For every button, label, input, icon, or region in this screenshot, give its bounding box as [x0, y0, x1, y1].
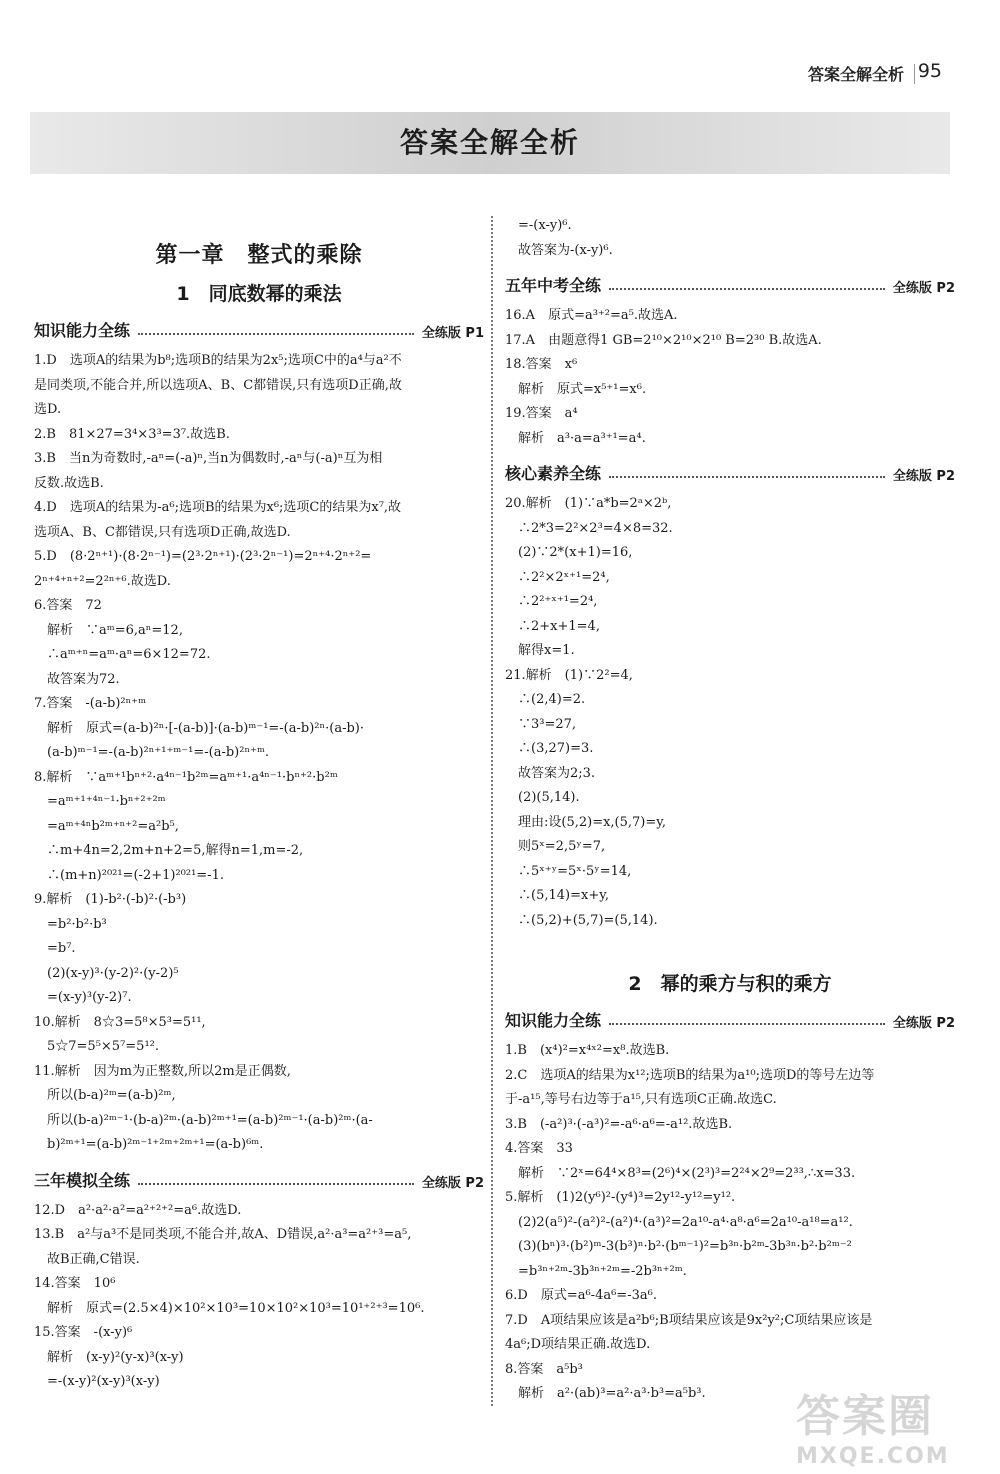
- answer-line: 5.D (8·2ⁿ⁺¹)·(8·2ⁿ⁻¹)=(2³·2ⁿ⁺¹)·(2³·2ⁿ⁻¹)=2ⁿ⁺⁴·2ⁿ⁺²=: [34, 549, 372, 564]
- page-number: 95: [917, 60, 942, 82]
- answer-line: 解析 ∵aᵐ=6,aⁿ=12,: [34, 622, 183, 638]
- answer-line: 6.答案 72: [34, 598, 102, 613]
- answer-line: 理由:设(5,2)=x,(5,7)=y,: [505, 814, 667, 830]
- answer-line: ∴2²⁺ˣ⁺¹=2⁴,: [505, 594, 598, 609]
- answer-line: 选D.: [34, 402, 62, 417]
- answer-line: 1.D 选项A的结果为b⁸;选项B的结果为2x⁵;选项C中的a⁴与a²不: [34, 353, 402, 368]
- answer-list: [505, 492, 955, 933]
- answer-line: (2)(x-y)³·(y-2)²·(y-2)⁵: [34, 965, 179, 981]
- answer-line: 于-a¹⁵,等号右边等于a¹⁵,只有选项C正确.故选C.: [505, 1092, 777, 1107]
- answer-line: 3.B (-a²)³·(-a³)²=-a⁶·a⁶=-a¹².故选B.: [505, 1116, 733, 1132]
- dotted-leader: [138, 1183, 414, 1185]
- answer-line: ∴(5,14)=x+y,: [505, 888, 609, 903]
- dotted-leader: [609, 1023, 885, 1025]
- answer-line: 16.A 原式=a³⁺²=a⁵.故选A.: [505, 308, 678, 323]
- answer-line: 8.解析 ∵aᵐ⁺¹bⁿ⁺²·a⁴ⁿ⁻¹b²ᵐ=aᵐ⁺¹·a⁴ⁿ⁻¹·bⁿ⁺²·b²ᵐ: [34, 769, 338, 785]
- answer-line: 是同类项,不能合并,所以选项A、B、C都错误,只有选项D正确,故: [34, 377, 402, 393]
- watermark-text: 答案圈: [796, 1391, 934, 1442]
- answer-line: 解析 ∵2ˣ=64⁴×8³=(2⁶)⁴×(2³)³=2²⁴×2⁹=2³³,∴x=33.: [505, 1165, 856, 1181]
- section-title-2: 2 幂的乘方与积的乘方: [628, 973, 832, 995]
- answer-line: b)²ᵐ⁺¹=(a-b)²ᵐ⁻¹⁺²ᵐ⁺²ᵐ⁺¹=(a-b)⁶ᵐ.: [34, 1137, 264, 1152]
- header-title: 答案全解全析: [807, 65, 904, 84]
- answer-line: (2)(5,14).: [505, 790, 580, 805]
- answer-line: 解析 原式=(a-b)²ⁿ·[-(a-b)]·(a-b)ᵐ⁻¹=-(a-b)²ⁿ·(a-b)·: [34, 720, 365, 736]
- answer-line: ∴2+x+1=4,: [505, 618, 600, 634]
- answer-list: [34, 1199, 484, 1395]
- answer-line: 10.解析 8☆3=5⁸×5³=5¹¹,: [34, 1014, 206, 1030]
- right-column: [505, 214, 955, 1407]
- section-header-exam: [505, 273, 955, 296]
- answer-line: 2.C 选项A的结果为x¹²;选项B的结果为a¹⁰;选项D的等号左边等: [505, 1067, 875, 1083]
- answer-line: 12.D a²·a²·a²=a²⁺²⁺²=a⁶.故选D.: [34, 1202, 242, 1218]
- section-ref: 全练版 P1: [421, 326, 484, 341]
- answer-line: =b⁷.: [34, 941, 76, 956]
- answer-line: (2)2(a⁵)²-(a²)²-(a²)⁴·(a³)²=2a¹⁰-a⁴·a⁸·a⁶=2a¹⁰-a¹⁸=a¹².: [505, 1214, 853, 1230]
- answer-line: ∵3³=27,: [505, 716, 577, 732]
- answer-line: 11.解析 因为m为正整数,所以2m是正偶数,: [34, 1063, 291, 1079]
- answer-line: =aᵐ⁺⁴ⁿb²ᵐ⁺ⁿ⁺²=a²b⁵,: [34, 818, 179, 834]
- answer-line: 7.答案 -(a-b)²ⁿ⁺ᵐ: [34, 696, 147, 711]
- answer-line: ∴(m+n)²⁰²¹=(-2+1)²⁰²¹=-1.: [34, 867, 224, 883]
- answer-line: 6.D 原式=a⁶-4a⁶=-3a⁶.: [505, 1288, 657, 1303]
- answer-line: 14.答案 10⁶: [34, 1276, 116, 1291]
- answer-line: ∴(5,2)+(5,7)=(5,14).: [505, 912, 658, 928]
- answer-line: 解得x=1.: [505, 643, 575, 658]
- answer-line: 反数.故选B.: [34, 475, 104, 491]
- answer-line: 8.答案 a⁵b³: [505, 1361, 583, 1377]
- answer-line: 19.答案 a⁴: [505, 406, 578, 421]
- dotted-leader: [138, 333, 414, 335]
- answer-line: 20.解析 (1)∵a*b=2ᵃ×2ᵇ,: [505, 496, 672, 511]
- answer-line: 故B正确,C错误.: [34, 1251, 140, 1267]
- answer-line: 故答案为72.: [34, 671, 120, 687]
- watermark-url: MXQE.COM: [796, 1444, 950, 1469]
- dotted-leader: [609, 476, 885, 478]
- answer-line: ∴2²×2ˣ⁺¹=2⁴,: [505, 569, 610, 585]
- section-name: 知识能力全练: [34, 321, 131, 340]
- answer-line: 解析 a³·a=a³⁺¹=a⁴.: [505, 430, 646, 446]
- answer-line: =-(x-y)²(x-y)³(x-y): [34, 1374, 160, 1389]
- answer-line: 15.答案 -(x-y)⁶: [34, 1325, 133, 1340]
- banner-title: 答案全解全析: [399, 126, 580, 159]
- answer-line: 3.B 当n为奇数时,-aⁿ=(-a)ⁿ,当n为偶数时,-aⁿ与(-a)ⁿ互为相: [34, 451, 383, 466]
- answer-list: [505, 1039, 955, 1407]
- answer-line: 所以(b-a)²ᵐ=(a-b)²ᵐ,: [34, 1088, 176, 1103]
- section-header-mock: [34, 1168, 484, 1191]
- answer-line: (2)∵2*(x+1)=16,: [505, 545, 633, 560]
- answer-line: =-(x-y)⁶.: [505, 218, 572, 233]
- chapter-title: 第一章 整式的乘除: [155, 243, 363, 268]
- section-name: 三年模拟全练: [34, 1170, 131, 1190]
- answer-line: 故答案为-(x-y)⁶.: [505, 242, 613, 258]
- answer-line: 解析 原式=(2.5×4)×10²×10³=10×10²×10³=10¹⁺²⁺³=10⁶.: [34, 1300, 425, 1316]
- answer-line: 故答案为2;3.: [505, 765, 596, 781]
- column-divider: [491, 216, 493, 1406]
- answer-line: =b²·b²·b³: [34, 916, 107, 932]
- answer-line: (3)(bⁿ)³·(b²)ᵐ-3(b³)ⁿ·b²·(bᵐ⁻¹)²=b³ⁿ·b²ᵐ-3b³ⁿ·b²·b²ᵐ⁻²: [505, 1239, 852, 1254]
- answer-line: 13.B a²与a³不是同类项,不能合并,故A、D错误,a²·a³=a²⁺³=a⁵,: [34, 1227, 412, 1242]
- answer-list: [505, 304, 955, 451]
- answer-line: ∴(2,4)=2.: [505, 692, 586, 707]
- answer-line: 解析 a²·(ab)³=a²·a³·b³=a⁵b³.: [505, 1386, 706, 1401]
- answer-line: 选项A、B、C都错误,只有选项D正确,故选D.: [34, 524, 291, 540]
- section-ref: 全练版 P2: [892, 281, 955, 296]
- answer-line: 4a⁶;D项结果正确.故选D.: [505, 1337, 651, 1352]
- answer-line: 5.解析 (1)2(y⁶)²-(y⁴)³=2y¹²-y¹²=y¹².: [505, 1190, 736, 1205]
- answer-line: (a-b)ᵐ⁻¹=-(a-b)²ⁿ⁺¹⁺ᵐ⁻¹=-(a-b)²ⁿ⁺ᵐ.: [34, 745, 270, 760]
- section-name: 知识能力全练: [505, 1011, 602, 1030]
- left-column: [34, 208, 484, 1395]
- answer-line: 解析 (x-y)²(y-x)³(x-y): [34, 1349, 184, 1365]
- answer-line: 5☆7=5⁵×5⁷=5¹².: [34, 1039, 160, 1054]
- answer-line: =(x-y)³(y-2)⁷.: [34, 990, 132, 1005]
- answer-line: 4.答案 33: [505, 1141, 573, 1156]
- answer-line: =b³ⁿ⁺²ᵐ-3b³ⁿ⁺²ᵐ=-2b³ⁿ⁺²ᵐ.: [505, 1263, 687, 1279]
- header-separator: [914, 64, 915, 84]
- answer-line: ∴5ˣ⁺ʸ=5ˣ·5ʸ=14,: [505, 863, 632, 879]
- answer-line: =aᵐ⁺¹⁺⁴ⁿ⁻¹·bⁿ⁺²⁺²ᵐ: [34, 794, 166, 809]
- answer-line: 18.答案 x⁶: [505, 357, 578, 372]
- section-name: 五年中考全练: [505, 276, 602, 295]
- answer-list: [34, 349, 484, 1158]
- answer-line: 2ⁿ⁺⁴⁺ⁿ⁺²=2²ⁿ⁺⁶.故选D.: [34, 573, 171, 589]
- answer-line: 17.A 由题意得1 GB=2¹⁰×2¹⁰×2¹⁰ B=2³⁰ B.故选A.: [505, 332, 822, 348]
- answer-line: 4.D 选项A的结果为-a⁶;选项B的结果为x⁶;选项C的结果为x⁷,故: [34, 500, 402, 515]
- section-name: 核心素养全练: [505, 464, 602, 483]
- section-ref: 全练版 P2: [892, 469, 955, 484]
- answer-list: [505, 214, 955, 263]
- section-ref: 全练版 P2: [421, 1175, 484, 1191]
- answer-line: 7.D A项结果应该是a²b⁶;B项结果应该是9x²y²;C项结果应该是: [505, 1312, 873, 1328]
- answer-line: ∴aᵐ⁺ⁿ=aᵐ·aⁿ=6×12=72.: [34, 647, 211, 662]
- answer-line: ∴(3,27)=3.: [505, 741, 594, 756]
- answer-line: 1.B (x⁴)²=x⁴ˣ²=x⁸.故选B.: [505, 1043, 670, 1058]
- dotted-leader: [609, 288, 885, 290]
- page-header: [0, 58, 1000, 88]
- answer-line: 则5ˣ=2,5ʸ=7,: [505, 839, 606, 854]
- answer-line: 21.解析 (1)∵2²=4,: [505, 667, 633, 683]
- section-title-1: 1 同底数幂的乘法: [176, 283, 342, 305]
- watermark-logo: [796, 1380, 986, 1469]
- answer-line: 9.解析 (1)-b²·(-b)²·(-b³): [34, 892, 187, 907]
- answer-line: ∴m+4n=2,2m+n+2=5,解得n=1,m=-2,: [34, 843, 304, 858]
- section-ref: 全练版 P2: [892, 1016, 955, 1031]
- answer-line: 2.B 81×27=3⁴×3³=3⁷.故选B.: [34, 426, 230, 442]
- title-banner: [30, 112, 950, 174]
- answer-line: 解析 原式=x⁵⁺¹=x⁶.: [505, 381, 647, 397]
- section-header-knowledge-2: [505, 1008, 955, 1031]
- section-header-core: [505, 461, 955, 484]
- section-header-knowledge: [34, 318, 484, 341]
- answer-line: 所以(b-a)²ᵐ⁻¹·(b-a)²ᵐ·(a-b)²ᵐ⁺¹=(a-b)²ᵐ⁻¹·(a-b)²ᵐ·(a-: [34, 1112, 373, 1128]
- answer-line: ∴2*3=2²×2³=4×8=32.: [505, 520, 673, 536]
